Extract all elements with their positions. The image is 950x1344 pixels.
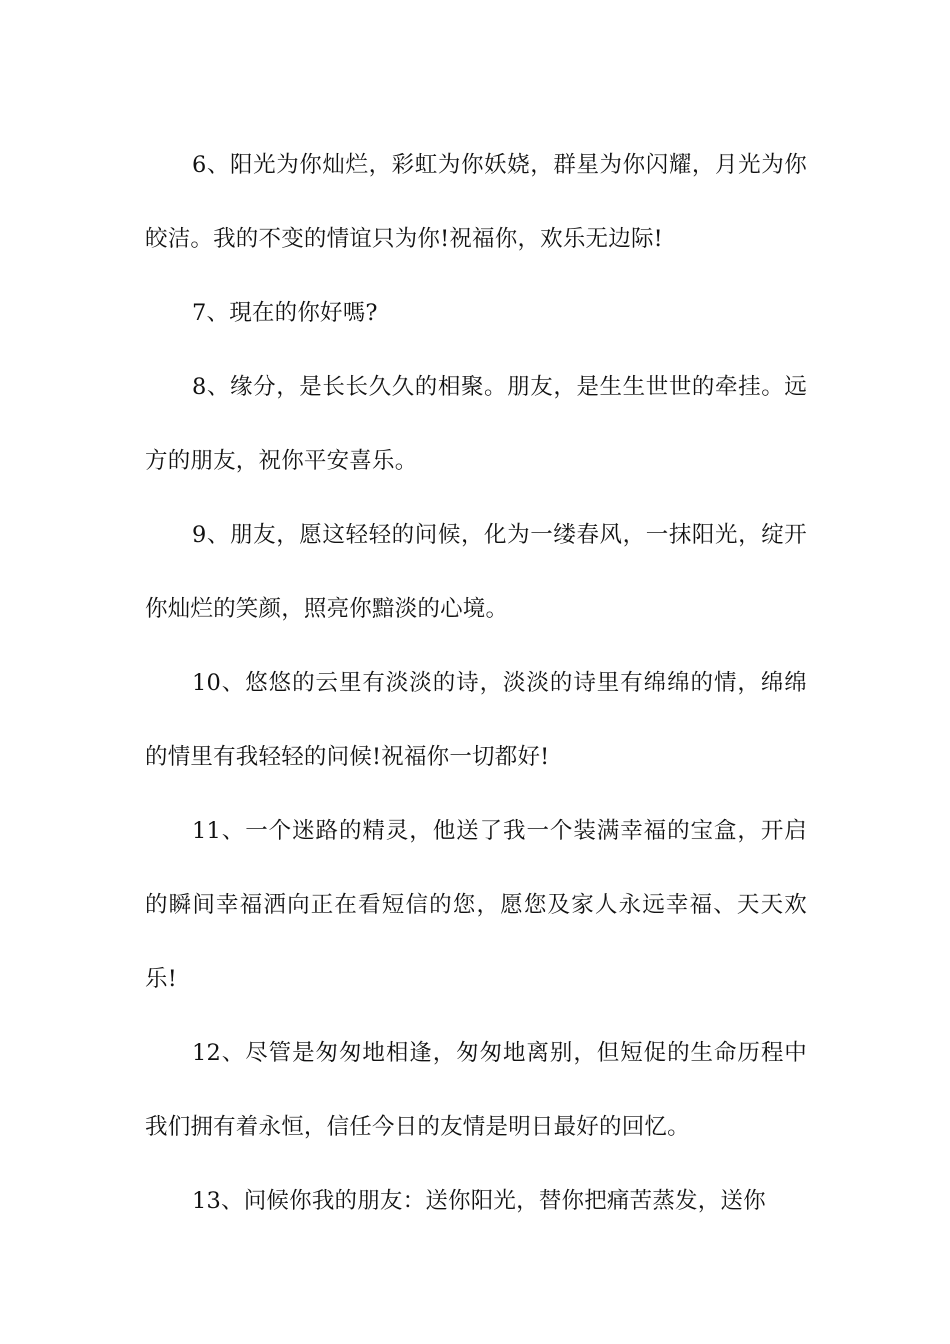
paragraph-11: 11、一个迷路的精灵，他送了我一个装满幸福的宝盒，开启的瞬间幸福洒向正在看短信的您，愿您及家人永远幸福、天天欢乐! — [145, 818, 807, 992]
paragraph-6: 6、阳光为你灿烂，彩虹为你妖娆，群星为你闪耀，月光为你皎洁。我的不变的情谊只为你!祝福你，欢乐无边际! — [145, 152, 807, 252]
paragraph-13: 13、问候你我的朋友：送你阳光，替你把痛苦蒸发，送你 — [192, 1188, 766, 1214]
paragraph-12: 12、尽管是匆匆地相逢，匆匆地离别，但短促的生命历程中我们拥有着永恒，信任今日的友情是明日最好的回忆。 — [145, 1040, 807, 1140]
paragraph-10: 10、悠悠的云里有淡淡的诗，淡淡的诗里有绵绵的情，绵绵的情里有我轻轻的问候!祝福你一切都好! — [145, 670, 807, 770]
paragraph-8: 8、缘分，是长长久久的相聚。朋友，是生生世世的牵挂。远方的朋友，祝你平安喜乐。 — [145, 374, 807, 474]
paragraph-7: 7、現在的你好嗎? — [192, 300, 378, 326]
document-body — [145, 128, 807, 1238]
paragraph-9: 9、朋友，愿这轻轻的问候，化为一缕春风，一抹阳光，绽开你灿烂的笑颜，照亮你黯淡的心境。 — [145, 522, 807, 622]
